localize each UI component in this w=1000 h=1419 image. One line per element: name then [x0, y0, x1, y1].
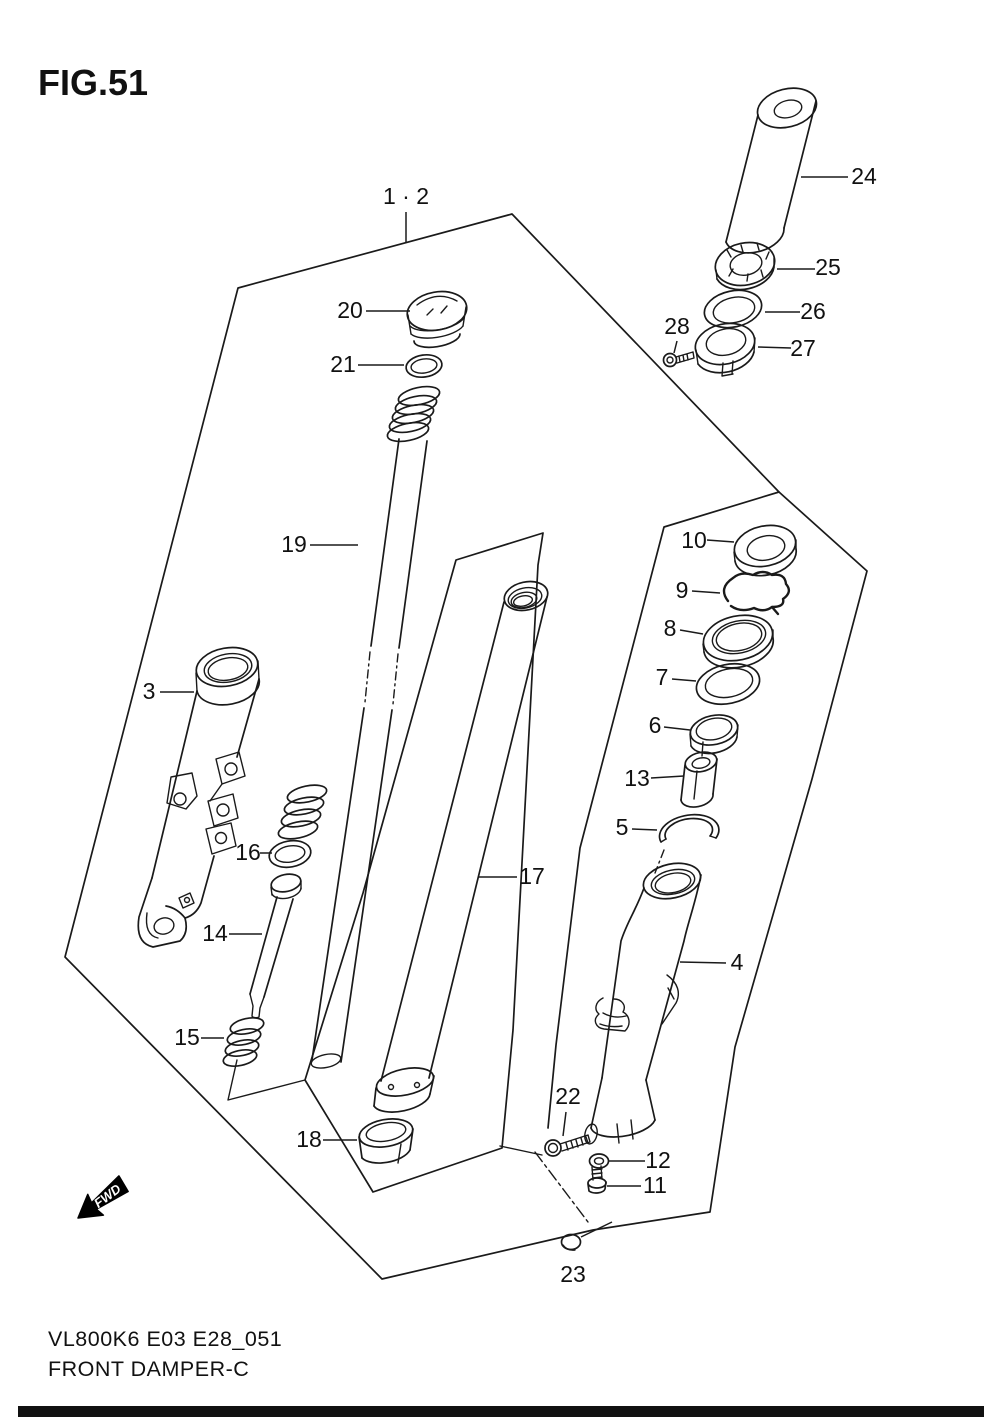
footer-code: VL800K6 E03 E28_051: [48, 1327, 283, 1351]
callouts: [143, 163, 877, 1287]
svg-text:21: 21: [330, 351, 356, 377]
callout-19: [281, 531, 358, 557]
callout-20: [337, 297, 410, 323]
part-22-damper-bolt: [545, 1135, 590, 1156]
svg-text:15: 15: [174, 1024, 200, 1050]
part-3-outer-tube-left: [138, 643, 261, 947]
svg-text:6: 6: [648, 712, 662, 738]
svg-text:7: 7: [655, 664, 669, 690]
part-16-ring: [267, 838, 313, 871]
callout-10: [681, 527, 734, 553]
part-25-castellated-bush: [711, 237, 778, 291]
part-6-guide-bush: [688, 711, 741, 756]
svg-text:14: 14: [202, 920, 228, 946]
footer: [18, 1327, 984, 1417]
svg-text:23: 23: [560, 1261, 586, 1287]
part-21-o-ring: [405, 353, 444, 380]
callout-27: [758, 335, 816, 361]
callout-21: [330, 351, 404, 377]
spring-lower: [277, 782, 328, 842]
axis-to-plug: [535, 1152, 588, 1222]
fwd-arrow-label: FWD: [91, 1180, 124, 1211]
callout-8: [664, 615, 703, 641]
svg-text:25: 25: [815, 254, 841, 280]
part-28-bolt: [664, 352, 695, 367]
svg-text:5: 5: [615, 814, 629, 840]
svg-text:13: 13: [624, 765, 650, 791]
svg-text:19: 19: [281, 531, 307, 557]
svg-text:3: 3: [142, 678, 156, 704]
assembly-outline: [65, 214, 867, 1279]
part-7-seal-spacer: [693, 658, 764, 709]
svg-text:16: 16: [235, 839, 261, 865]
fender-boss: [167, 773, 197, 809]
callout-3: [143, 678, 194, 704]
part-18-bushing: [357, 1115, 415, 1163]
footer-rule: [18, 1406, 984, 1417]
part-15-spring: [222, 1015, 265, 1069]
part-14-piston-rod: [250, 872, 302, 1018]
part-8-oil-seal: [699, 609, 777, 668]
part-26-washer: [701, 285, 765, 332]
rod-break-right: [393, 654, 398, 704]
callout-22: [555, 1083, 581, 1136]
svg-text:10: 10: [681, 527, 707, 553]
callout-11: [607, 1172, 667, 1198]
callout-9: [676, 577, 720, 603]
part-5-snap-ring: [659, 815, 718, 842]
svg-text:22: 22: [555, 1083, 581, 1109]
callout-16: [235, 839, 272, 865]
svg-text:1 · 2: 1 · 2: [382, 183, 430, 209]
callout-15: [174, 1024, 224, 1050]
footer-caption: FRONT DAMPER-C: [48, 1357, 250, 1381]
callout-4: [680, 949, 744, 975]
callout-12: [609, 1147, 671, 1173]
svg-text:8: 8: [663, 615, 677, 641]
svg-text:20: 20: [337, 297, 363, 323]
callout-24: [801, 163, 877, 189]
callout-28: [664, 313, 690, 353]
svg-text:28: 28: [664, 313, 690, 339]
figure-title: FIG.51: [38, 62, 149, 103]
callout-1-2: [383, 183, 429, 242]
part-19-damper-rod: [310, 383, 441, 1070]
part-11-bolt: [588, 1166, 606, 1193]
callout-13: [624, 765, 684, 791]
callout-26: [765, 298, 826, 324]
part-10-dust-seal: [731, 520, 800, 576]
callout-7: [656, 664, 696, 690]
svg-text:11: 11: [643, 1172, 667, 1198]
fwd-arrow: [70, 1173, 132, 1229]
callout-14: [202, 920, 262, 946]
svg-text:27: 27: [790, 335, 816, 361]
part-13-collar: [681, 749, 719, 807]
svg-text:12: 12: [645, 1147, 671, 1173]
callout-18: [296, 1126, 357, 1152]
part-23-plug: [562, 1235, 581, 1251]
svg-text:24: 24: [851, 163, 877, 189]
spring-top: [386, 383, 442, 444]
callout-5: [616, 814, 657, 840]
callout-17: [478, 863, 545, 889]
svg-text:26: 26: [800, 298, 826, 324]
callout-6: [649, 712, 690, 738]
rod-break-left: [365, 652, 370, 702]
svg-text:18: 18: [296, 1126, 322, 1152]
part-9-stopper-ring: [724, 572, 789, 614]
part-24-cylinder: [726, 82, 821, 253]
part-17-inner-tube: [374, 578, 550, 1112]
svg-text:4: 4: [730, 949, 744, 975]
part-12-gasket: [590, 1154, 609, 1168]
callout-25: [777, 254, 841, 280]
svg-text:17: 17: [519, 863, 545, 889]
svg-text:9: 9: [675, 577, 689, 603]
part-4-outer-tube-right: [583, 858, 704, 1145]
part-20-fork-cap: [404, 287, 470, 347]
